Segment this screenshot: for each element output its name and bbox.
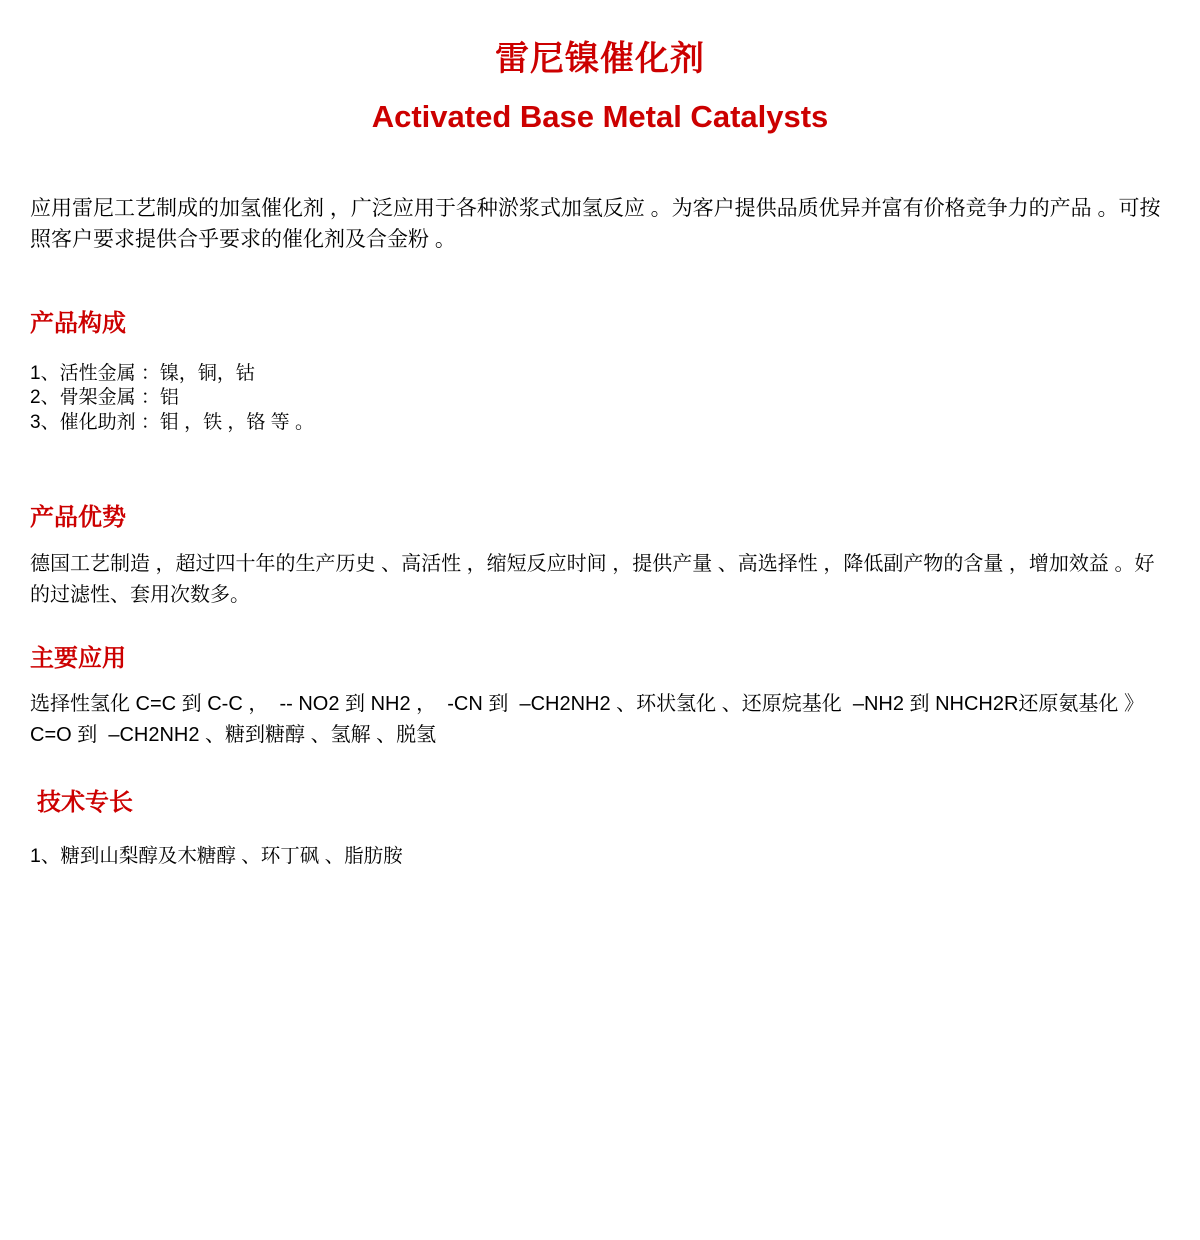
section-applications <box>30 645 1170 751</box>
section-heading-applications: 主要应用 <box>30 645 126 673</box>
expertise-list <box>30 844 1170 869</box>
section-heading-expertise: 技术专长 <box>37 789 133 817</box>
section-heading-composition: 产品构成 <box>30 309 126 337</box>
list-item-promoters: 3、催化助剂 ：钼 ，铁 ，铬 等 。 <box>30 411 314 433</box>
page-title-zh: 雷尼镍催化剂 <box>495 40 705 78</box>
list-item-active-metals: 1、活性金属 ：镍，铜，钴 <box>30 362 255 384</box>
section-expertise <box>30 789 1170 869</box>
catalyst-product-page <box>0 40 1200 1240</box>
applications-paragraph: 选择性氢化 C=C 到 C-C ， -- NO2 到 NH2 ， -CN 到 –CH2NH2 、环状氢化 、还原烷基化 –NH2 到 NHCH2R还原氨基化 》 C=O 到 –CH2NH2 、糖到糖醇 、氢解 、脱氢 <box>30 693 1150 747</box>
section-composition <box>30 310 1170 436</box>
section-advantages <box>30 504 1170 611</box>
advantages-paragraph: 德国工艺制造 ，超过四十年的生产历史 、高活性 ，缩短反应时间 ，提供产量 、高选择性 ，降低副产物的含量 ，增加效益 。好的过滤性、套用次数多。 <box>30 553 1155 607</box>
page-title-en: Activated Base Metal Catalysts <box>371 99 829 135</box>
section-heading-advantages: 产品优势 <box>30 504 126 532</box>
list-item-skeleton-metal: 2、骨架金属 ：铝 <box>30 387 179 409</box>
list-item-expertise: 1、糖到山梨醇及木糖醇 、环丁砜 、脂肪胺 <box>30 845 403 868</box>
intro-paragraph: 应用雷尼工艺制成的加氢催化剂 ，广泛应用于各种淤浆式加氢反应 。为客户提供品质优异并富有价格竞争力的产品 。可按照客户要求提供合乎要求的催化剂及合金粉 。 <box>30 196 1161 251</box>
composition-list <box>30 362 1170 436</box>
